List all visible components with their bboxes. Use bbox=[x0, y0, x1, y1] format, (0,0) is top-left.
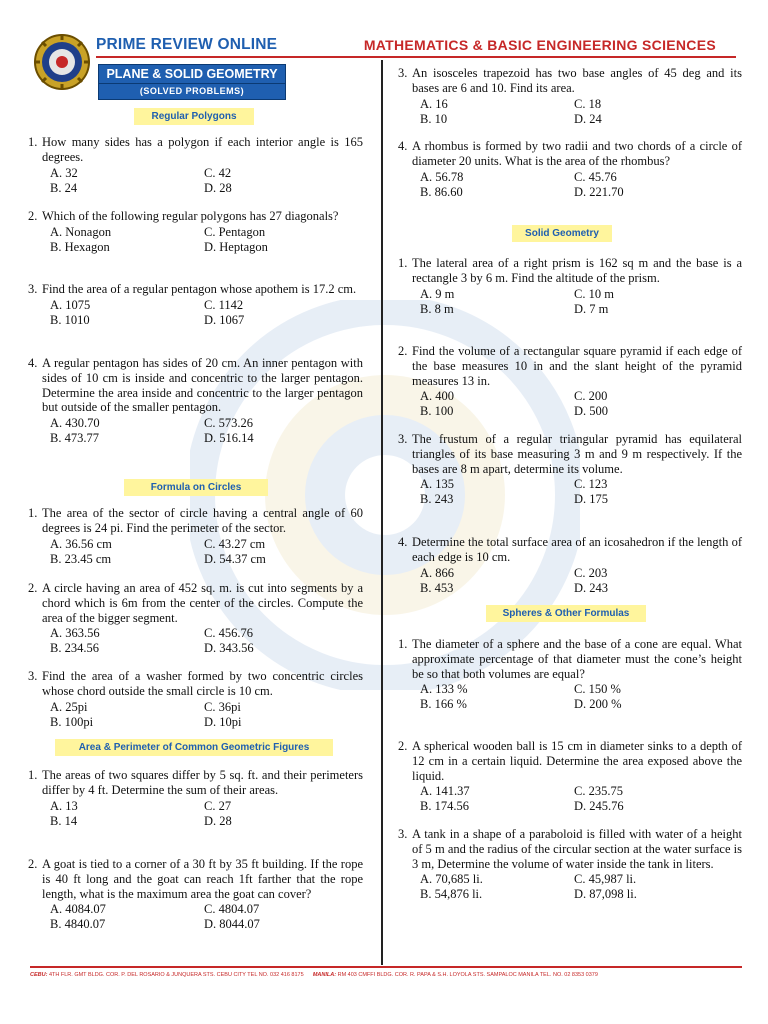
choice: A. 70,685 li. bbox=[420, 872, 483, 887]
choice: A. 56.78 bbox=[420, 169, 464, 184]
question-ap1 bbox=[28, 768, 363, 829]
choice: B. Hexagon bbox=[50, 239, 110, 254]
footer-cebu-label: CEBU: bbox=[30, 972, 48, 978]
question-sg2 bbox=[398, 344, 742, 419]
choice: D. 7 m bbox=[574, 301, 609, 316]
footer-addresses bbox=[30, 972, 742, 978]
choice: B. 100pi bbox=[50, 714, 94, 729]
choice: C. 200 bbox=[574, 389, 608, 404]
question-number: 2. bbox=[398, 344, 408, 358]
question-text: A circle having an area of 452 sq. m. is cut into segments by a chord which is 6m from the center of the circles. Compute the area of the bigger segment. bbox=[42, 581, 363, 625]
choice: B. 453 bbox=[420, 580, 454, 595]
question-number: 4. bbox=[398, 535, 408, 549]
question-text: The diameter of a sphere and the base of a cone are equal. What approximate percentage of that diameter must the cone’s height be so that both volumes are equal? bbox=[412, 637, 742, 681]
question-text: Find the volume of a rectangular square pyramid if each edge of the base measures 10 in and the slant height of the pyramid measures 13 in. bbox=[412, 344, 742, 388]
question-number: 3. bbox=[398, 827, 408, 841]
choices bbox=[420, 682, 742, 712]
document-subtitle: (SOLVED PROBLEMS) bbox=[98, 84, 286, 100]
choices bbox=[50, 537, 363, 567]
choice: D. 500 bbox=[574, 404, 609, 419]
question-text: Find the area of a regular pentagon whose apothem is 17.2 cm. bbox=[42, 282, 357, 296]
question-text: A tank in a shape of a paraboloid is filled with water of a height of 5 m and the radius of the circular section at the water surface is 3 m, Determine the volume of water inside the tank in liters. bbox=[412, 827, 742, 871]
question-text: The areas of two squares differ by 5 sq. ft. and their perimeters differ by 4 ft. Determine the sum of their areas. bbox=[42, 768, 363, 797]
question-number: 2. bbox=[28, 209, 38, 223]
question-text: How many sides has a polygon if each interior angle is 165 degrees. bbox=[42, 135, 363, 164]
brand-name: PRIME REVIEW ONLINE bbox=[96, 36, 278, 53]
choices bbox=[420, 872, 742, 902]
question-text: The frustum of a regular triangular pyramid has equilateral triangles of its base measuring 3 m and 9 m respectively. If the bases are 8 m apart, determine its volume. bbox=[412, 432, 742, 476]
choice: D. 200 % bbox=[574, 697, 622, 712]
choice: A. 141.37 bbox=[420, 784, 470, 799]
choice: B. 243 bbox=[420, 492, 454, 507]
question-number: 1. bbox=[28, 506, 38, 520]
choice: A. 4084.07 bbox=[50, 902, 106, 917]
section-regular-polygons: Regular Polygons bbox=[134, 108, 254, 125]
choice: B. 100 bbox=[420, 404, 454, 419]
choice: A. 9 m bbox=[420, 286, 455, 301]
question-number: 1. bbox=[398, 256, 408, 270]
choice: C. 1142 bbox=[204, 297, 244, 312]
choice: C. 42 bbox=[204, 165, 232, 180]
question-number: 1. bbox=[28, 768, 38, 782]
document-title-box bbox=[98, 64, 286, 100]
choices bbox=[50, 700, 363, 730]
choice: D. 28 bbox=[204, 813, 232, 828]
choice: D. 343.56 bbox=[204, 641, 254, 656]
choice: D. 24 bbox=[574, 111, 602, 126]
section-formula-on-circles: Formula on Circles bbox=[124, 479, 268, 496]
choices bbox=[420, 97, 742, 127]
choice: A. 36.56 cm bbox=[50, 536, 112, 551]
choice: C. 43.27 cm bbox=[204, 536, 266, 551]
choice: A. 1075 bbox=[50, 297, 91, 312]
choice: B. 86.60 bbox=[420, 184, 463, 199]
choice: D. 221.70 bbox=[574, 184, 624, 199]
question-number: 2. bbox=[28, 857, 38, 871]
column-divider bbox=[381, 60, 383, 965]
choice: C. Pentagon bbox=[204, 224, 266, 239]
choice: B. 24 bbox=[50, 180, 78, 195]
choices bbox=[420, 389, 742, 419]
choices bbox=[420, 784, 742, 814]
choices bbox=[420, 477, 742, 507]
header-rule bbox=[96, 56, 736, 58]
choice: B. 1010 bbox=[50, 312, 90, 327]
choice: B. 4840.07 bbox=[50, 917, 106, 932]
choice: A. 400 bbox=[420, 389, 455, 404]
choice: D. 1067 bbox=[204, 312, 245, 327]
choice: D. 54.37 cm bbox=[204, 551, 266, 566]
choices bbox=[420, 287, 742, 317]
choice: A. Nonagon bbox=[50, 224, 112, 239]
choice: B. 234.56 bbox=[50, 641, 99, 656]
choice: D. 10pi bbox=[204, 714, 242, 729]
choice: A. 25pi bbox=[50, 699, 88, 714]
question-number: 1. bbox=[28, 135, 38, 149]
question-ap4 bbox=[398, 139, 742, 200]
question-sp3 bbox=[398, 827, 742, 902]
choice: C. 18 bbox=[574, 96, 602, 111]
choice: C. 4804.07 bbox=[204, 902, 260, 917]
question-number: 3. bbox=[398, 66, 408, 80]
question-number: 3. bbox=[28, 669, 38, 683]
question-rp4 bbox=[28, 356, 363, 446]
footer-rule bbox=[30, 966, 742, 968]
question-text: Find the area of a washer formed by two concentric circles whose chord outside the small circle is 10 cm. bbox=[42, 669, 363, 698]
question-sg1 bbox=[398, 256, 742, 317]
question-fc2 bbox=[28, 581, 363, 656]
subject-title: MATHEMATICS & BASIC ENGINEERING SCIENCES bbox=[363, 37, 716, 53]
question-text: Determine the total surface area of an icosahedron if the length of each edge is 10 cm. bbox=[412, 535, 742, 564]
choice: B. 473.77 bbox=[50, 431, 99, 446]
choice: A. 13 bbox=[50, 798, 78, 813]
choice: C. 10 m bbox=[574, 286, 614, 301]
choice: C. 150 % bbox=[574, 682, 621, 697]
question-text: The lateral area of a right prism is 162 sq m and the base is a rectangle 3 by 6 m. Find the altitude of the prism. bbox=[412, 256, 742, 285]
choices bbox=[420, 566, 742, 596]
question-fc3 bbox=[28, 669, 363, 730]
choices bbox=[50, 298, 363, 328]
choices bbox=[50, 626, 363, 656]
choices bbox=[50, 225, 363, 255]
section-area-perimeter: Area & Perimeter of Common Geometric Figures bbox=[55, 739, 333, 756]
choice: C. 45.76 bbox=[574, 169, 617, 184]
question-rp2 bbox=[28, 209, 363, 255]
choice: C. 203 bbox=[574, 565, 608, 580]
choices bbox=[50, 416, 363, 446]
question-rp1 bbox=[28, 135, 363, 196]
question-ap3 bbox=[398, 66, 742, 127]
question-number: 3. bbox=[398, 432, 408, 446]
choice: A. 16 bbox=[420, 96, 448, 111]
section-spheres-other: Spheres & Other Formulas bbox=[486, 605, 646, 622]
question-text: A rhombus is formed by two radii and two chords of a circle of diameter 20 units. What is the area of the rhombus? bbox=[412, 139, 742, 168]
choice: A. 133 % bbox=[420, 682, 468, 697]
question-text: A regular pentagon has sides of 20 cm. An inner pentagon with sides of 10 cm is inside and concentric to the larger pentagon. Determine the area inside and concentric to the larger pentagon but outside of the smaller pentagon. bbox=[42, 356, 363, 415]
choice: D. 28 bbox=[204, 180, 232, 195]
question-number: 4. bbox=[28, 356, 38, 370]
question-sg4 bbox=[398, 535, 742, 596]
choice: C. 456.76 bbox=[204, 626, 253, 641]
choice: C. 573.26 bbox=[204, 416, 253, 431]
choice: C. 27 bbox=[204, 798, 232, 813]
choice: C. 123 bbox=[574, 477, 608, 492]
choices bbox=[420, 170, 742, 200]
choice: B. 166 % bbox=[420, 697, 467, 712]
choice: B. 174.56 bbox=[420, 799, 469, 814]
question-text: The area of the sector of circle having a central angle of 60 degrees is 24 pi. Find the perimeter of the sector. bbox=[42, 506, 363, 535]
question-text: A spherical wooden ball is 15 cm in diameter sinks to a depth of 12 cm in a certain liquid. Determine the area exposed above the liquid. bbox=[412, 739, 742, 783]
question-sp1 bbox=[398, 637, 742, 712]
question-rp3 bbox=[28, 282, 363, 328]
choice: A. 135 bbox=[420, 477, 455, 492]
footer-cebu-address: 4TH FLR. GMT BLDG. COR. P. DEL ROSARIO & JUNQUERA STS. CEBU CITY TEL NO. 032 416 8175 bbox=[48, 972, 304, 978]
choice: D. 245.76 bbox=[574, 799, 624, 814]
question-ap2 bbox=[28, 857, 363, 932]
footer-manila-label: MANILA: bbox=[312, 972, 337, 978]
question-text: A goat is tied to a corner of a 30 ft by 35 ft building. If the rope is 40 ft long and the goat can reach 1ft farther that the rope length, what is the maximum area the goat can cover? bbox=[42, 857, 363, 901]
choice: B. 10 bbox=[420, 111, 448, 126]
choice: C. 45,987 li. bbox=[574, 872, 637, 887]
question-number: 3. bbox=[28, 282, 38, 296]
question-text: An isosceles trapezoid has two base angles of 45 deg and its bases are 6 and 10. Find its area. bbox=[412, 66, 742, 95]
choice: B. 23.45 cm bbox=[50, 551, 112, 566]
question-number: 2. bbox=[28, 581, 38, 595]
choice: D. 243 bbox=[574, 580, 609, 595]
choice: A. 363.56 bbox=[50, 626, 100, 641]
choice: A. 866 bbox=[420, 565, 455, 580]
choices bbox=[50, 166, 363, 196]
section-solid-geometry: Solid Geometry bbox=[512, 225, 612, 242]
choice: B. 14 bbox=[50, 813, 78, 828]
question-text: Which of the following regular polygons has 27 diagonals? bbox=[42, 209, 339, 223]
choice: D. 175 bbox=[574, 492, 609, 507]
document-title: PLANE & SOLID GEOMETRY bbox=[98, 64, 286, 84]
choice: B. 8 m bbox=[420, 301, 454, 316]
prime-review-logo bbox=[33, 33, 91, 91]
choice: D. 8044.07 bbox=[204, 917, 260, 932]
choice: D. Heptagon bbox=[204, 239, 268, 254]
question-sg3 bbox=[398, 432, 742, 507]
choice: D. 516.14 bbox=[204, 431, 254, 446]
choice: C. 235.75 bbox=[574, 784, 623, 799]
choice: D. 87,098 li. bbox=[574, 887, 637, 902]
question-number: 4. bbox=[398, 139, 408, 153]
footer-manila-address: RM 403 CMFFI BLDG. COR. R. PAPA & S.H. LOYOLA STS. SAMPALOC MANILA TEL. NO. 02 8353 0379 bbox=[337, 972, 598, 978]
choice: C. 36pi bbox=[204, 699, 241, 714]
choice: B. 54,876 li. bbox=[420, 887, 483, 902]
question-fc1 bbox=[28, 506, 363, 567]
question-sp2 bbox=[398, 739, 742, 814]
question-number: 2. bbox=[398, 739, 408, 753]
choices bbox=[50, 799, 363, 829]
choices bbox=[50, 902, 363, 932]
choice: A. 32 bbox=[50, 165, 78, 180]
question-number: 1. bbox=[398, 637, 408, 651]
choice: A. 430.70 bbox=[50, 416, 100, 431]
